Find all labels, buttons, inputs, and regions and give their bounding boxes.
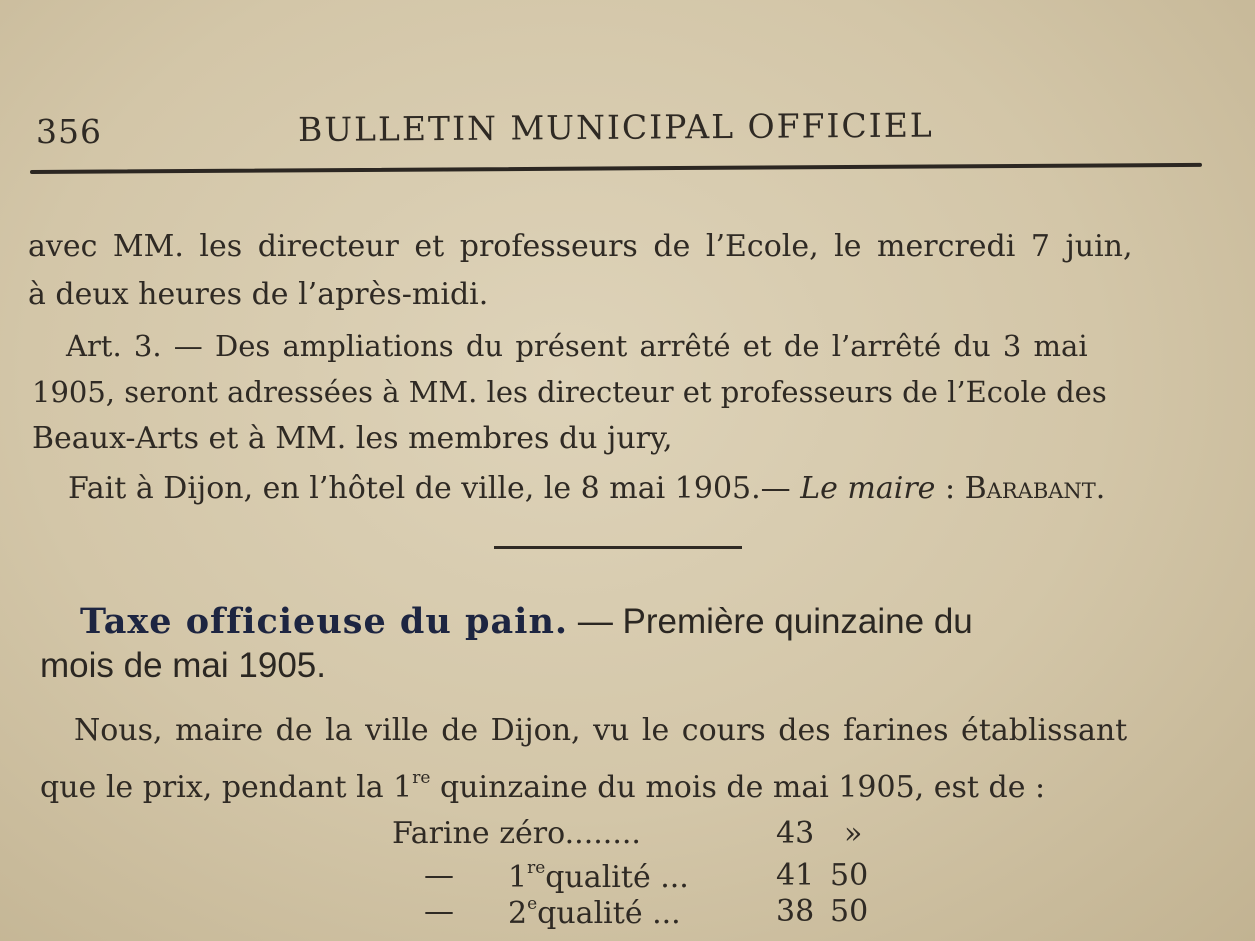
row-superscript: e	[527, 894, 538, 914]
signature-name: Barabant.	[964, 471, 1106, 506]
page-number: 356	[36, 112, 102, 151]
article-3-line: 1905, seront adressées à MM. les directeur et professeurs de l’Ecole des	[32, 375, 1107, 409]
row-label: Farine zéro........	[392, 816, 641, 851]
section-separator	[494, 546, 742, 549]
para-text: quinzaine du mois de mai 1905, est de :	[430, 770, 1046, 805]
signature-colon: :	[935, 471, 965, 506]
section-title-line2: mois de mai 1905.	[40, 646, 326, 685]
signature-line	[68, 471, 1106, 506]
section-title	[80, 601, 973, 642]
section-title-bold: Taxe officieuse du pain.	[80, 601, 569, 642]
row-francs: 41	[776, 858, 815, 893]
row-qualifier	[508, 894, 681, 931]
row-francs: 38	[776, 894, 815, 929]
row-francs: 43	[776, 816, 815, 851]
row-label: qualité ...	[537, 896, 681, 931]
body-line: avec MM. les directeur et professeurs de l’Ecole, le mercredi 7 juin,	[28, 229, 1133, 264]
table-row	[0, 894, 1255, 930]
signature-role: Le maire	[800, 471, 936, 506]
article-3-line: Beaux-Arts et à MM. les membres du jury,	[32, 421, 673, 456]
table-row	[0, 816, 1255, 852]
header-rule	[30, 163, 1202, 174]
signature-text: Fait à Dijon, en l’hôtel de ville, le 8 mai 1905.—	[68, 471, 791, 506]
row-prefix: 1	[508, 860, 528, 895]
section-paragraph-line	[40, 770, 1045, 803]
row-prefix: 2	[508, 896, 528, 931]
body-line: à deux heures de l’après-midi.	[28, 277, 489, 312]
row-cents: 50	[830, 894, 869, 929]
row-superscript: re	[527, 858, 546, 878]
row-dash: —	[424, 858, 454, 893]
section-title-rest: — Première quinzaine du	[568, 602, 973, 641]
row-cents: »	[844, 816, 863, 851]
para-superscript: re	[412, 768, 431, 788]
row-dash: —	[424, 894, 454, 929]
para-text: que le prix, pendant la 1	[40, 770, 413, 805]
article-3-line: Art. 3. — Des ampliations du présent arrêté et de l’arrêté du 3 mai	[66, 329, 1088, 363]
table-row	[0, 858, 1255, 894]
row-qualifier	[508, 858, 689, 895]
row-cents: 50	[830, 858, 869, 893]
running-head	[36, 105, 1216, 156]
section-paragraph-line: Nous, maire de la ville de Dijon, vu le cours des farines établissant	[74, 713, 1128, 748]
journal-title: BULLETIN MUNICIPAL OFFICIEL	[297, 105, 934, 149]
row-label: qualité ...	[545, 860, 689, 895]
